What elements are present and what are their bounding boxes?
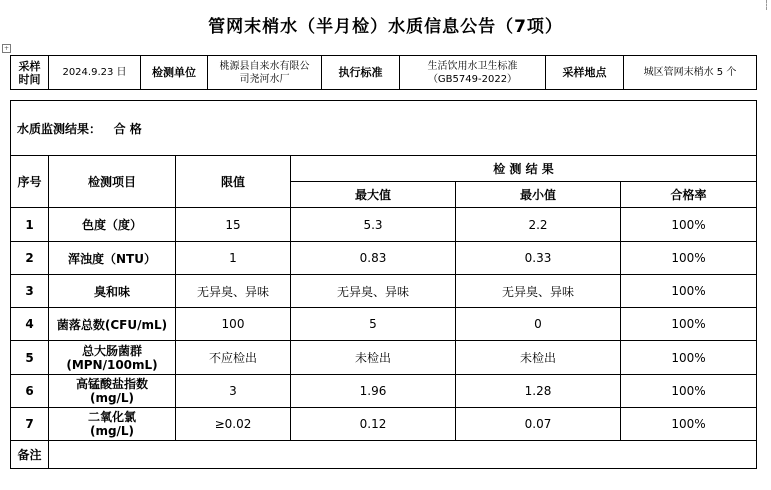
result-summary [11,101,757,156]
row-min: 1.28 [456,375,621,408]
row-rate: 100% [621,341,757,375]
info-table [10,55,757,90]
row-max: 1.96 [291,375,456,408]
row-limit: 100 [176,308,291,341]
row-item-line2: (mg/L) [89,424,135,438]
row-max: 5 [291,308,456,341]
standard-value-line1: 生活饮用水卫生标准 [427,60,518,72]
row-item [49,375,176,408]
standard-value [400,56,546,90]
page-title: 管网末梢水（半月检）水质信息公告（7项） [208,17,563,37]
row-item: 臭和味 [49,275,176,308]
row-item-line1: 二氧化氯 [87,410,136,424]
row-no: 6 [11,375,49,408]
row-max: 无异臭、异味 [291,275,456,308]
row-item: 菌落总数(CFU/mL) [49,308,176,341]
table-row [11,242,757,275]
row-min: 0 [456,308,621,341]
unit-label: 检测单位 [141,56,208,90]
row-limit: 不应检出 [176,341,291,375]
header-min: 最小值 [456,182,621,208]
row-limit: ≥0.02 [176,408,291,441]
row-min: 无异臭、异味 [456,275,621,308]
row-no: 3 [11,275,49,308]
row-no: 2 [11,242,49,275]
row-item: 色度（度） [49,208,176,242]
row-item-line1: 总大肠菌群 [81,343,142,358]
unit-value-line1: 桃源县自来水有限公 [219,60,310,72]
row-limit: 3 [176,375,291,408]
location-label: 采样地点 [546,56,624,90]
row-item-line1: 高锰酸盐指数 [75,377,148,391]
remarks-label: 备注 [11,441,49,469]
row-rate: 100% [621,408,757,441]
row-rate: 100% [621,275,757,308]
row-max: 0.83 [291,242,456,275]
unit-value [208,56,322,90]
header-row-1 [11,156,757,182]
row-max: 未检出 [291,341,456,375]
table-row [11,275,757,308]
row-rate: 100% [621,308,757,341]
remarks-row [11,441,757,469]
sampling-date: 2024.9.23 日 [49,56,141,90]
table-row [11,375,757,408]
unit-value-line2: 司尧河水厂 [239,73,290,85]
row-no: 1 [11,208,49,242]
header-max: 最大值 [291,182,456,208]
row-rate: 100% [621,242,757,275]
row-min: 未检出 [456,341,621,375]
header-item: 检测项目 [49,156,176,208]
result-label: 水质监测结果： [17,121,102,136]
table-anchor-icon[interactable]: + [3,45,10,52]
header-rate: 合格率 [621,182,757,208]
sampling-time-label [11,56,49,90]
row-max: 5.3 [291,208,456,242]
row-min: 2.2 [456,208,621,242]
row-max: 0.12 [291,408,456,441]
row-no: 5 [11,341,49,375]
row-rate: 100% [621,208,757,242]
results-table [10,100,757,469]
location-value: 城区管网末梢水 5 个 [624,56,757,90]
remarks-value[interactable] [49,441,757,469]
header-no: 序号 [11,156,49,208]
table-row [11,308,757,341]
row-limit: 无异臭、异味 [176,275,291,308]
standard-label: 执行标准 [322,56,400,90]
row-no: 7 [11,408,49,441]
table-row [11,341,757,375]
sampling-time-label-line1: 采样 [18,59,41,73]
table-row [11,408,757,441]
margin-marker [766,0,768,10]
row-no: 4 [11,308,49,341]
header-limit: 限值 [176,156,291,208]
row-item [49,341,176,375]
row-min: 0.07 [456,408,621,441]
sampling-time-label-line2: 时间 [18,72,41,86]
header-results: 检 测 结 果 [291,156,757,182]
result-summary-row [11,101,757,156]
row-item [49,408,176,441]
row-item-line2: (mg/L) [89,391,135,405]
row-rate: 100% [621,375,757,408]
row-limit: 15 [176,208,291,242]
standard-value-line2: （GB5749-2022） [427,73,518,85]
row-limit: 1 [176,242,291,275]
row-item-line2: (MPN/100mL) [66,357,158,372]
table-row [11,208,757,242]
row-min: 0.33 [456,242,621,275]
result-value: 合 格 [113,121,142,136]
row-item: 浑浊度（NTU） [49,242,176,275]
